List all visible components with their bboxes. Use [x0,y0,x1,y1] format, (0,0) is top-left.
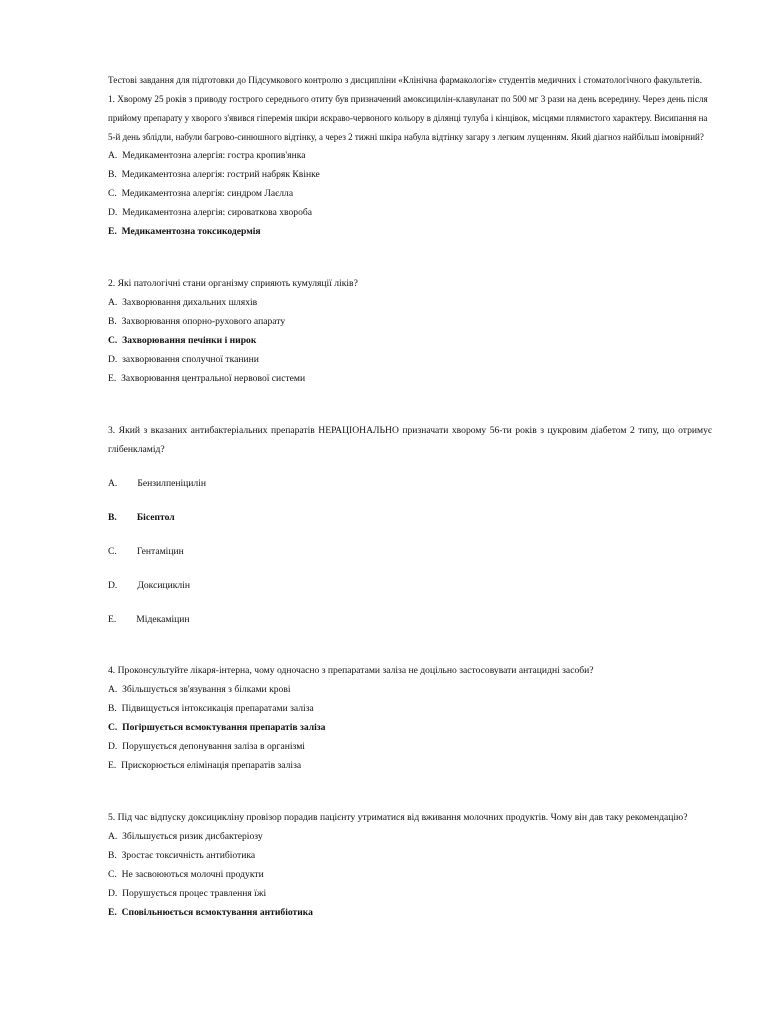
q4-option-a-letter: A. [108,684,118,695]
q4-question: 4. Проконсультуйте лікаря-інтерна, чому одночасно з препаратами заліза не доцільно застосовувати антацидні засоби? [108,665,594,676]
q4-option-d-text: Порушується депонування заліза в організмі [122,741,305,752]
q5-option-d [108,888,712,900]
q5-option-e-correct [108,907,712,919]
q5-question: 5. Під час відпуску доксицикліну провізор порадив пацієнту утриматися від вживання молочних продуктів. Чому він дав таку рекомендацію? [108,812,688,823]
q5-option-b-text: Зростає токсичність антибіотика [121,850,256,861]
q4-option-d [108,741,712,753]
q1-line-3: 5-й день зблідли, набули багрово-синюшного відтінку, а через 2 тижні шкіра набула відтінку загару з легким лущенням. Який діагноз найбільш імовірний? [108,132,704,142]
q4-option-d-letter: D. [108,741,118,752]
q1-option-d-letter: D. [108,207,118,218]
q4-option-e-text: Прискорюється елімінація препаратів заліза [121,760,302,771]
q2-option-c-letter: C. [108,335,118,346]
q1-option-a [108,150,712,162]
q3-option-a-text: Бензилпеніцилін [137,478,206,489]
q5-option-b-letter: B. [108,850,117,861]
q2-option-d-letter: D. [108,354,118,365]
q1-option-d [108,207,712,219]
q3-option-a-letter: A. [108,478,118,489]
q2-question: 2. Які патологічні стани організму сприяють кумуляції ліків? [108,278,358,289]
q5-option-a-letter: A. [108,831,118,842]
q4-option-b-letter: B. [108,703,117,714]
q5-option-d-letter: D. [108,888,118,899]
q4-option-a [108,684,712,696]
q2-option-b-text: Захворювання опорно-рухового апарату [121,316,286,327]
q4-option-b [108,703,712,715]
q5-option-d-text: Порушується процес травлення їжі [122,888,267,899]
q2-option-b-letter: B. [108,316,117,327]
q4-option-b-text: Підвищується інтоксикація препаратами заліза [121,703,314,714]
q1-option-c [108,188,712,200]
q5-option-a [108,831,712,843]
q3-option-a [108,478,712,490]
q2-option-a-text: Захворювання дихальних шляхів [122,297,258,308]
q2-option-c-correct [108,335,712,347]
q1-option-e-letter: E. [108,226,117,237]
q2-option-a-letter: A. [108,297,118,308]
q2-option-c-text: Захворювання печінки і нирок [122,335,257,346]
q1-option-e-correct [108,226,712,238]
q4-option-c-text: Погіршується всмоктування препаратів заліза [122,722,326,733]
q3-option-c [108,546,712,558]
q1-option-a-text: Медикаментозна алергія: гостра кропив'янка [122,150,306,161]
q1-option-e-text: Медикаментозна токсикодермія [121,226,261,237]
q1-option-b [108,169,712,181]
q4-option-c-correct [108,722,712,734]
q1-option-b-text: Медикаментозна алергія: гострий набряк Квінке [121,169,320,180]
q5-option-e-letter: E. [108,907,117,918]
q2-option-e-letter: E. [108,373,117,384]
q3-option-b-correct [108,512,712,524]
q1-line-1: 1. Хворому 25 років з приводу гострого середнього отиту був призначений амоксицилін-клавуланат по 500 мг 3 рази на день всередину. Через день після [108,94,708,104]
q3-option-c-text: Гентаміцин [136,546,184,557]
q5-option-e-text: Сповільнюється всмоктування антибіотика [121,907,313,918]
q3-option-e-text: Мідекаміцин [136,614,190,625]
q2-option-b [108,316,712,328]
q3-line-2: глібенкламід? [108,444,165,455]
q5-option-b [108,850,712,862]
q4-option-e-letter: E. [108,760,117,771]
q3-option-d-letter: D. [108,580,118,591]
q3-option-d [108,580,712,592]
q5-option-c-text: Не засвоюються молочні продукти [121,869,264,880]
q3-option-e [108,614,712,626]
q2-option-a [108,297,712,309]
q3-option-c-letter: C. [108,546,117,557]
q1-option-c-text: Медикаментозна алергія: синдром Лаєлла [121,188,294,199]
q3-option-b-text: Бісептол [136,512,175,523]
q1-option-c-letter: C. [108,188,117,199]
q3-option-d-text: Доксициклін [137,580,190,591]
q3-option-b-letter: B. [108,512,117,523]
q4-option-a-text: Збільшується зв'язування з білками крові [122,684,291,695]
q1-option-b-letter: B. [108,169,117,180]
q3-option-e-letter: E. [108,614,117,625]
q5-option-a-text: Збільшується ризик дисбактеріозу [122,831,263,842]
q5-option-c-letter: C. [108,869,117,880]
q1-option-a-letter: A. [108,150,118,161]
q2-option-e-text: Захворювання центральної нервової системи [121,373,306,384]
document-header: Тестові завдання для підготовки до Підсумкового контролю з дисципліни «Клінічна фармакологія» студентів медичних і стоматологічного факультетів. [108,75,703,85]
q4-option-e [108,760,712,772]
q4-option-c-letter: C. [108,722,118,733]
q2-option-e [108,373,712,385]
q5-option-c [108,869,712,881]
q2-option-d-text: захворювання сполучної тканини [122,354,259,365]
q3-line-1: 3. Який з вказаних антибактеріальних препаратів НЕРАЦІОНАЛЬНО призначати хворому 56-ти років з цукровим діабетом 2 типу, що отримує [108,425,712,436]
q1-line-2: прийому препарату у хворого з'явився гіперемія шкіри яскраво-червоного кольору в ділянці тулуба і кінцівок, місцями плямистого характеру. Висипання на [108,113,708,123]
q2-option-d [108,354,712,366]
q1-option-d-text: Медикаментозна алергія: сироваткова хвороба [122,207,313,218]
